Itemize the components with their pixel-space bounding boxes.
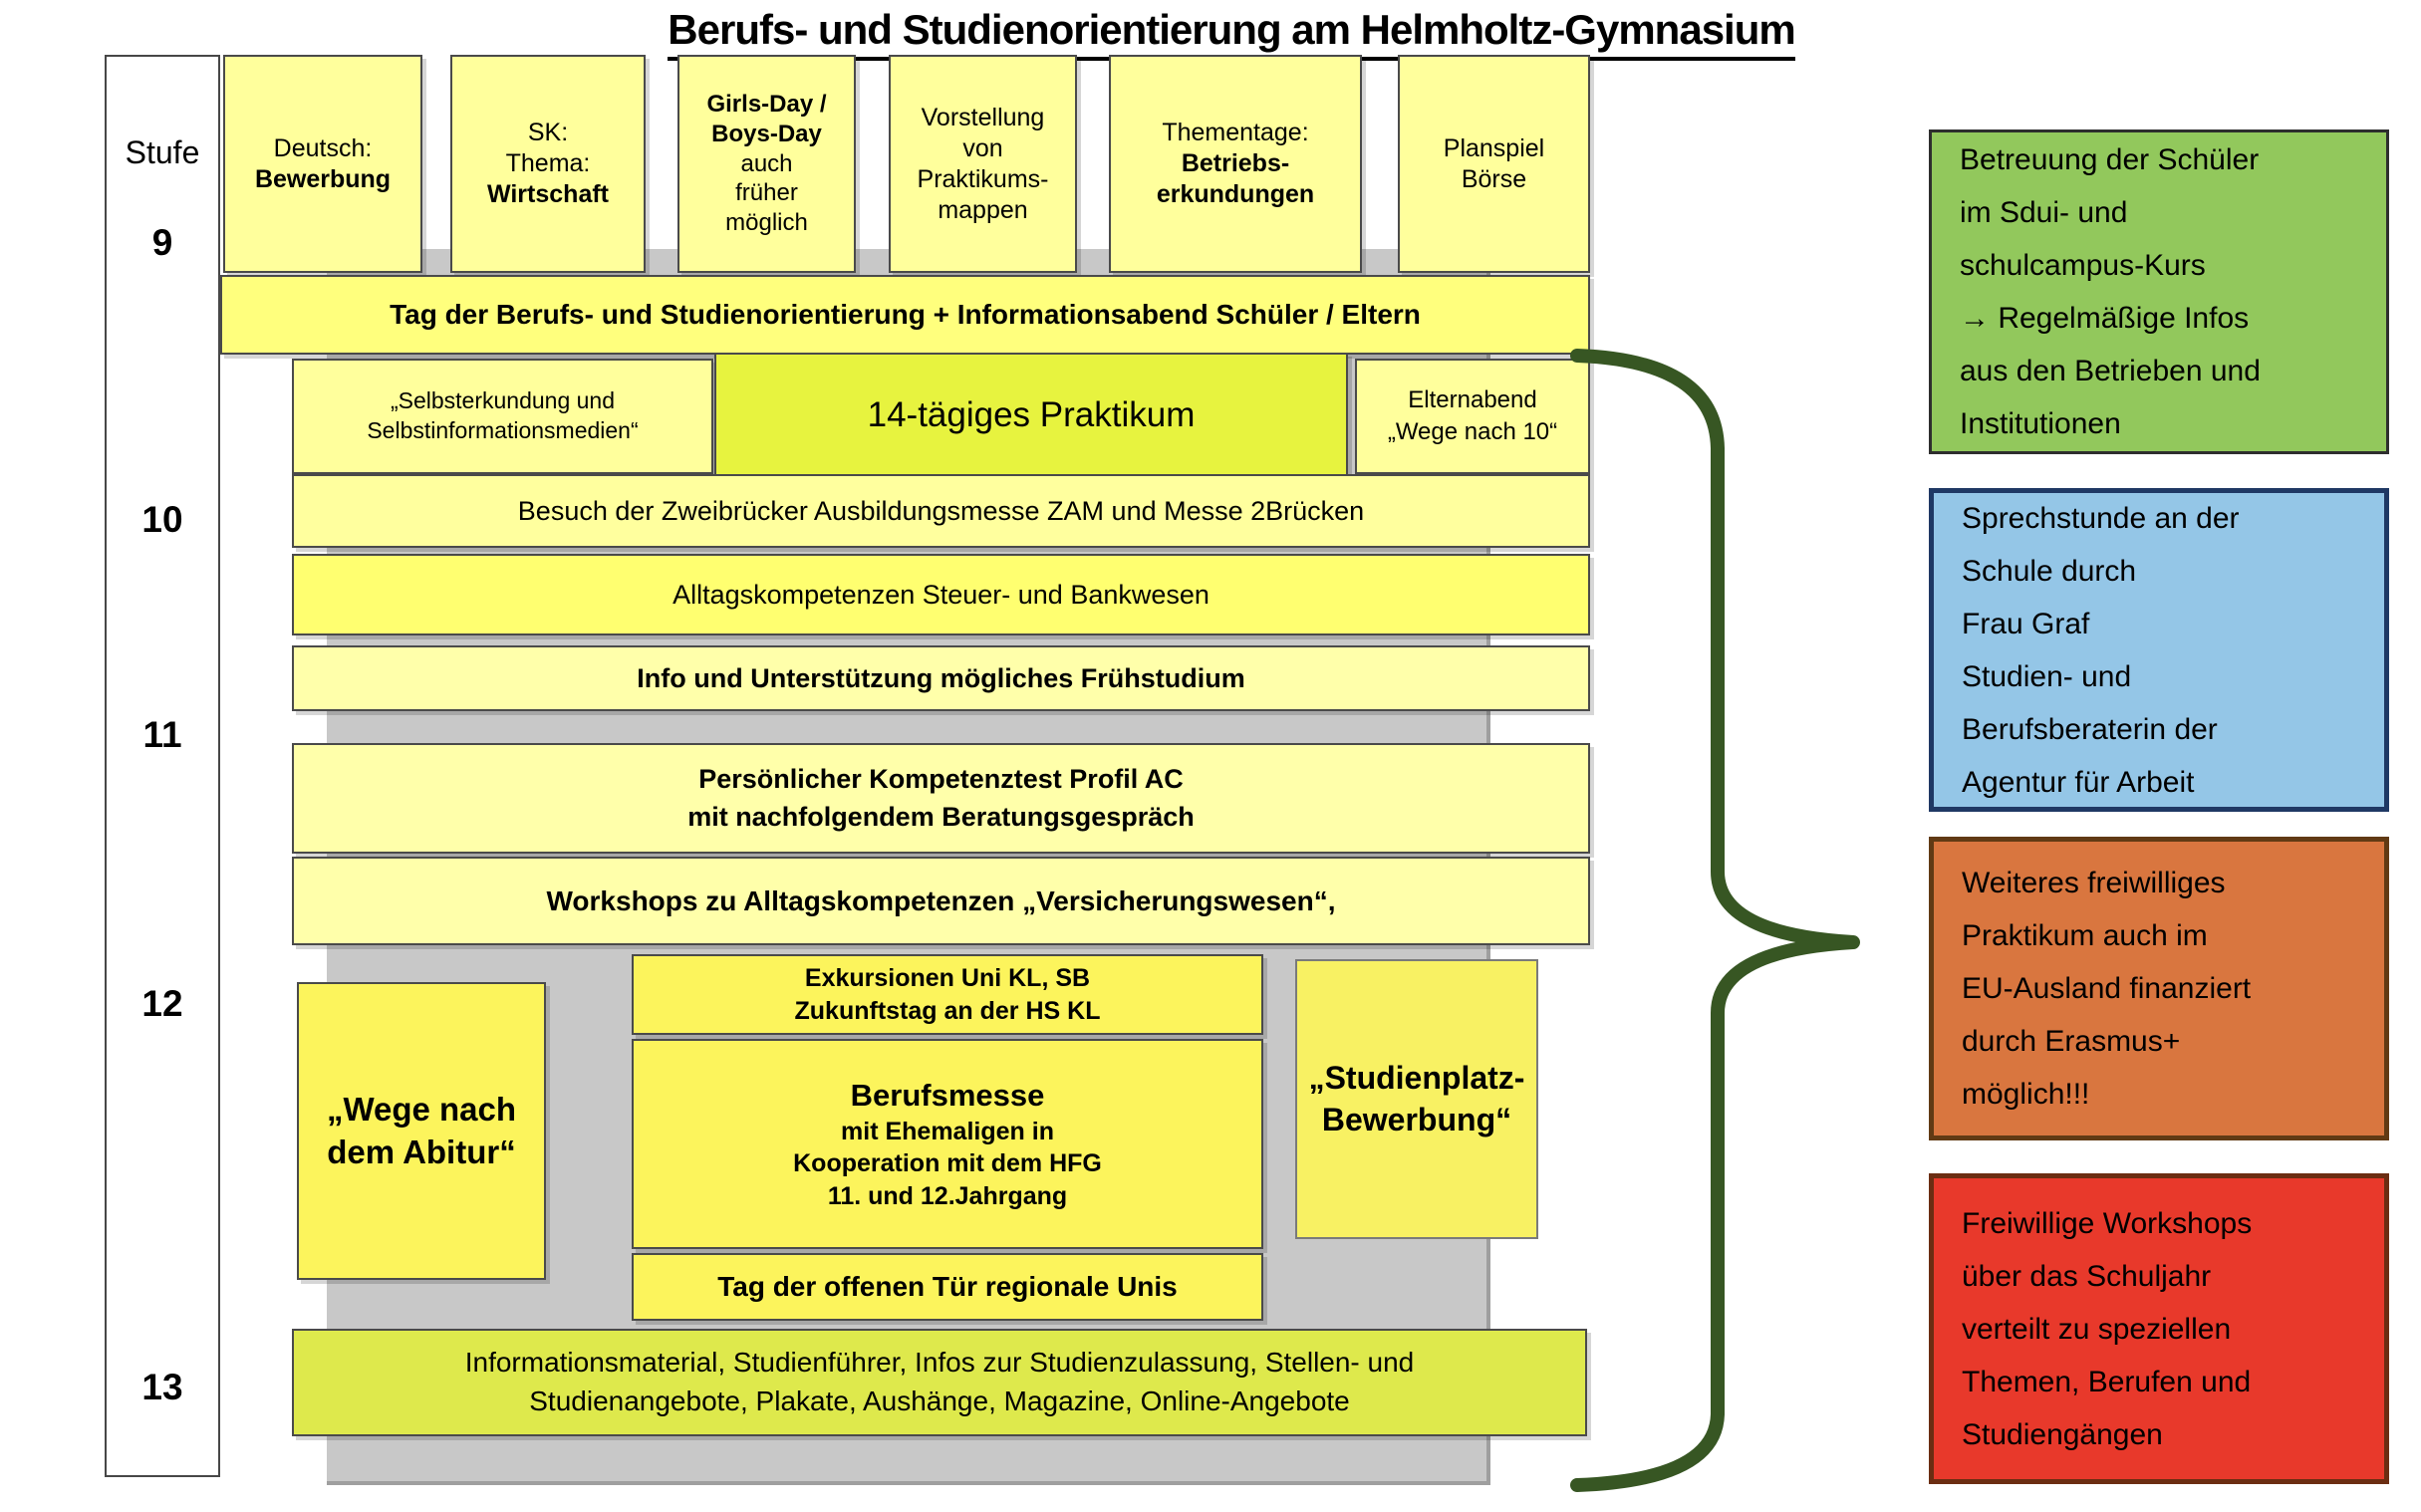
note-line: → Regelmäßige Infos xyxy=(1960,302,2250,335)
bar-line: Studienangebote, Plakate, Aushänge, Magazine, Online-Angebote xyxy=(529,1386,1350,1416)
box-line: früher xyxy=(735,179,798,207)
note-line: Agentur für Arbeit xyxy=(1962,765,2195,799)
note-line: Studiengängen xyxy=(1962,1417,2163,1451)
grade-column-label: Stufe xyxy=(125,134,200,170)
box-line: auch xyxy=(740,149,793,177)
box-line: erkundungen xyxy=(1156,180,1315,208)
box-line: Deutsch: xyxy=(273,133,373,162)
box-line: Bewerbung“ xyxy=(1321,1101,1512,1137)
box-line: Betriebs- xyxy=(1181,149,1290,177)
bar-text: Alltagskompetenzen Steuer- und Bankwesen xyxy=(672,579,1210,610)
bar-line: Informationsmaterial, Studienführer, Infos zur Studienzulassung, Stellen- und xyxy=(464,1347,1415,1379)
note-line: Schule durch xyxy=(1962,554,2137,588)
bar-text: Info und Unterstützung mögliches Frühstudium xyxy=(637,662,1245,693)
note-line: verteilt zu speziellen xyxy=(1962,1312,2232,1346)
note-line: Studien- und xyxy=(1962,659,2132,693)
box-line: 11. und 12.Jahrgang xyxy=(827,1181,1068,1210)
note-sdui-betreuung xyxy=(1929,129,2389,454)
grade-10-label: 10 xyxy=(141,499,183,540)
note-freiwillige-workshops xyxy=(1929,1173,2389,1484)
box-line: SK: xyxy=(527,119,569,146)
grade-9-label: 9 xyxy=(151,222,173,263)
curly-brace-path xyxy=(1577,356,1853,1485)
box-line: Wirtschaft xyxy=(486,180,609,208)
note-line: Betreuung der Schüler xyxy=(1960,143,2260,176)
note-line: im Sdui- und xyxy=(1960,196,2128,229)
box-line: „Selbsterkundung und xyxy=(390,387,616,414)
box-line: von xyxy=(962,133,1003,162)
box-line: Selbstinformationsmedien“ xyxy=(367,417,639,443)
note-line: Freiwillige Workshops xyxy=(1962,1206,2253,1240)
bar-text: Workshops zu Alltagskompetenzen „Versicherungswesen“, xyxy=(546,884,1336,916)
note-line: Praktikum auch im xyxy=(1962,919,2208,952)
bar-line: mit nachfolgendem Beratungsgespräch xyxy=(687,801,1195,832)
box-text: 14-tägiges Praktikum xyxy=(867,394,1196,434)
box-line: Bewerbung xyxy=(254,164,392,193)
note-line: Frau Graf xyxy=(1962,607,2090,640)
note-line: schulcampus-Kurs xyxy=(1960,249,2206,282)
box-line: möglich xyxy=(725,209,808,237)
bar-text: Tag der Berufs- und Studienorientierung + Informationsabend Schüler / Eltern xyxy=(390,299,1421,330)
note-line: Berufsberaterin der xyxy=(1962,712,2218,746)
box-line: Boys-Day xyxy=(711,120,822,147)
box-line: Planspiel xyxy=(1443,133,1545,162)
note-line: Weiteres freiwilliges xyxy=(1962,867,2226,899)
bar-line: Persönlicher Kompetenztest Profil AC xyxy=(698,764,1184,795)
grade-12-label: 12 xyxy=(141,983,183,1024)
box-line: Exkursionen Uni KL, SB xyxy=(804,964,1091,992)
grade-11-label: 11 xyxy=(142,714,182,755)
note-line: durch Erasmus+ xyxy=(1962,1025,2181,1058)
box-text: Tag der offenen Tür regionale Unis xyxy=(717,1271,1178,1302)
box-line: Girls-Day / xyxy=(706,91,827,119)
note-line: Institutionen xyxy=(1960,407,2121,440)
box-line: Praktikums- xyxy=(917,164,1049,193)
box-line: „Wege nach xyxy=(326,1091,517,1129)
page-title-text: Berufs- und Studienorientierung am Helmholtz-Gymnasium xyxy=(668,6,1794,61)
box-line: Thementage: xyxy=(1162,119,1309,146)
note-erasmus-praktikum xyxy=(1929,837,2389,1140)
box-line: Elternabend xyxy=(1408,385,1537,413)
box-title: Berufsmesse xyxy=(850,1077,1045,1113)
note-line: über das Schuljahr xyxy=(1962,1259,2212,1293)
box-line: Thema: xyxy=(505,149,591,177)
box-line: Zukunftstag an der HS KL xyxy=(794,996,1101,1025)
box-line: Börse xyxy=(1461,164,1527,193)
box-line: dem Abitur“ xyxy=(327,1133,516,1170)
bar-text: Besuch der Zweibrücker Ausbildungsmesse ZAM und Messe 2Brücken xyxy=(517,495,1365,526)
grade-13-label: 13 xyxy=(141,1367,183,1407)
note-line: aus den Betrieben und xyxy=(1960,355,2261,387)
note-sprechstunde-agentur xyxy=(1929,488,2389,812)
box-line: Vorstellung xyxy=(921,103,1045,131)
box-line: Kooperation mit dem HFG xyxy=(793,1149,1102,1178)
box-line: mappen xyxy=(938,195,1028,224)
box-line: „Wege nach 10“ xyxy=(1387,418,1558,445)
note-line: möglich!!! xyxy=(1962,1078,2090,1111)
box-line: mit Ehemaligen in xyxy=(841,1117,1054,1145)
note-line: Themen, Berufen und xyxy=(1962,1365,2252,1398)
note-line: Sprechstunde an der xyxy=(1962,501,2240,535)
note-line: EU-Ausland finanziert xyxy=(1962,972,2252,1005)
box-line: „Studienplatz- xyxy=(1308,1059,1525,1096)
